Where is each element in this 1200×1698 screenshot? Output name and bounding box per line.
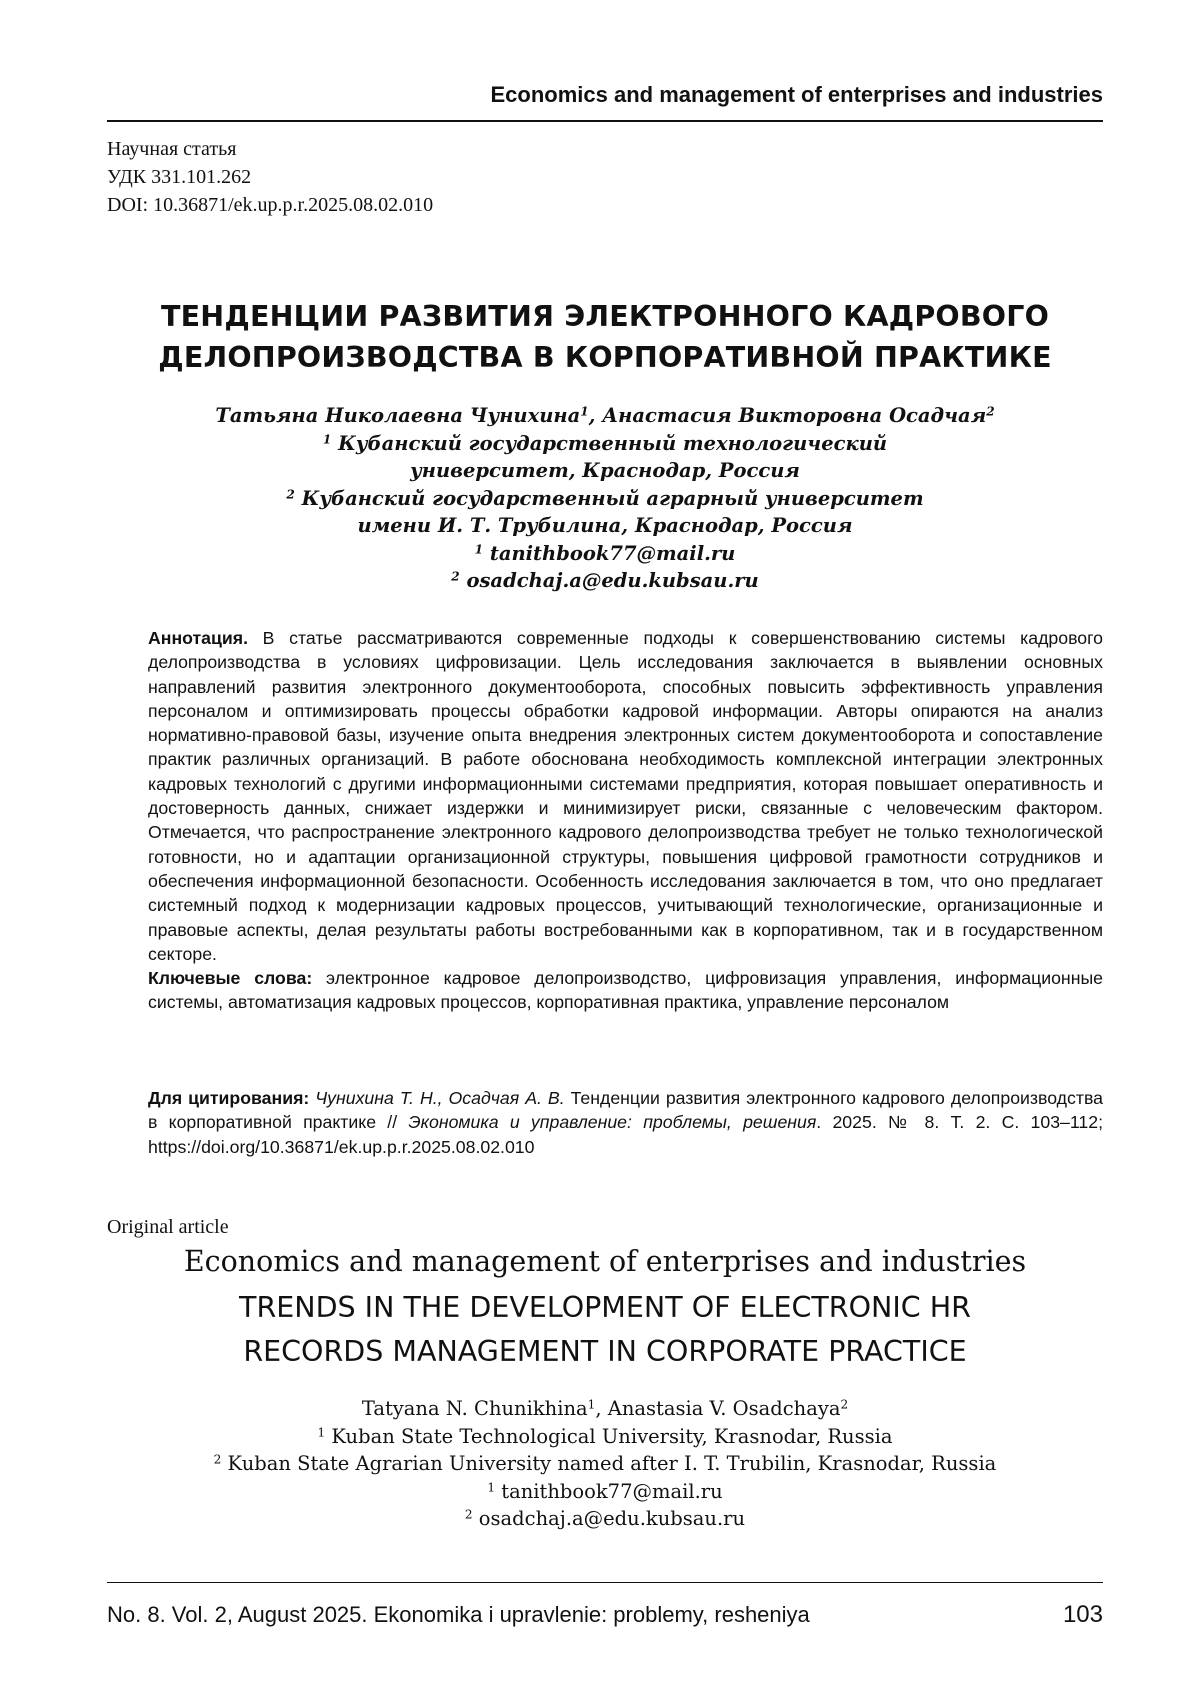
abstract-paragraph [148,626,1103,966]
citation-details: . 2025. № 8. Т. 2. С. 103–112; https://doi.org/10.36871/ek.up.p.r.2025.08.02.010 [148,1112,1103,1156]
title-en-line-1: TRENDS IN THE DEVELOPMENT OF ELECTRONIC HR [107,1286,1103,1330]
footer-rule [107,1582,1103,1583]
author-1-en: Tatyana N. Chunikhina [362,1397,588,1420]
abstract-text: В статье рассматриваются современные подходы к совершенствованию системы кадрового делопроизводства в условиях цифровизации. Цель исследования заключается в выявлении основных направлений развития электронного документооборота, способных повысить эффективность управления персоналом и оптимизировать процессы обработки кадровой информации. Авторы опираются на анализ нормативно-правовой базы, изучение опыта внедрения электронных систем документооборота и сопоставление практик различных организаций. В работе обоснована необходимость комплексной интеграции электронных кадровых технологий с другими информационными системами предприятия, которая повышает оперативность и достоверность данных, снижает издержки и минимизирует риски, связанные с человеческим фактором. Отмечается, что распространение электронного кадрового делопроизводства требует не только технологической готовности, но и адаптации организационной структуры, повышения цифровой грамотности сотрудников и обеспечения информационной безопасности. Особенность исследования заключается в том, что оно предлагает системный подход к модернизации кадровых процессов, учитывающий технологические, организационные и правовые аспекты, делая результаты работы востребованными как в корпоративном, так и в государственном секторе. [148,628,1103,964]
email-1-ru[interactable]: tanithbook77@mail.ru [483,542,735,565]
author-2-ru: Анастасия Викторовна Осадчая [602,404,986,427]
citation-title: Тенденции развития электронного кадрового делопроизводства в корпоративной практике // [148,1088,1103,1132]
authors-block-ru [107,402,1103,595]
author-1-ru-sup: 1 [580,404,588,418]
email-1-ru-sup: 1 [475,542,483,556]
article-title-en [107,1286,1103,1374]
email-1-ru-line [107,540,1103,568]
citation-block [148,1086,1103,1159]
email-1-en-line [107,1478,1103,1506]
affiliation-2-en-sup: 2 [214,1452,222,1466]
affiliation-2-en [107,1450,1103,1478]
affiliation-1-ru-line-2: университет, Краснодар, Россия [107,457,1103,485]
affiliation-2-ru-text: Кубанский государственный аграрный университет [295,487,924,510]
author-1-en-sup: 1 [588,1397,596,1411]
authors-en-line [107,1395,1103,1423]
email-2-en-line [107,1505,1103,1533]
email-2-ru[interactable]: osadchaj.a@edu.kubsau.ru [460,569,759,592]
affiliation-2-ru-line-2: имени И. Т. Трубилина, Краснодар, Россия [107,512,1103,540]
email-2-ru-line [107,567,1103,595]
email-2-en-sup: 2 [465,1507,473,1521]
header-rule [107,120,1103,122]
affiliation-2-ru-line-1 [107,485,1103,513]
email-1-en-sup: 1 [487,1480,495,1494]
affiliation-1-ru-sup: 1 [323,432,331,446]
title-ru-line-1: ТЕНДЕНЦИИ РАЗВИТИЯ ЭЛЕКТРОННОГО КАДРОВОГО [100,296,1110,337]
article-type: Научная статья [107,135,433,163]
keywords-label: Ключевые слова: [148,968,312,988]
keywords-text: электронное кадровое делопроизводство, цифровизация управления, информационные системы, автоматизация кадровых процессов, корпоративная практика, управление персоналом [148,968,1103,1012]
affiliation-2-en-text: Kuban State Agrarian University named after I. T. Trubilin, Krasnodar, Russia [221,1452,996,1475]
rubric-en: Economics and management of enterprises and industries [107,1240,1103,1284]
citation-journal: Экономика и управление: проблемы, решения [408,1112,816,1132]
abstract-label: Аннотация. [148,628,248,648]
udk-code: УДК 331.101.262 [107,163,433,191]
doi[interactable]: DOI: 10.36871/ek.up.p.r.2025.08.02.010 [107,191,433,219]
author-2-ru-sup: 2 [986,404,994,418]
authors-block-en [107,1395,1103,1533]
email-2-en[interactable]: osadchaj.a@edu.kubsau.ru [473,1507,745,1530]
affiliation-2-ru-sup: 2 [286,487,294,501]
affiliation-1-ru-text: Кубанский государственный технологический [331,432,887,455]
author-1-ru: Татьяна Николаевна Чунихина [215,404,580,427]
title-en-line-2: RECORDS MANAGEMENT IN CORPORATE PRACTICE [107,1330,1103,1374]
email-1-en[interactable]: tanithbook77@mail.ru [495,1480,723,1503]
footer-journal: No. 8. Vol. 2, August 2025. Ekonomika i upravlenie: problemy, resheniya [107,1598,810,1632]
authors-ru-line [107,402,1103,430]
keywords-paragraph [148,966,1103,1015]
author-separator-en: , [595,1397,607,1420]
page-footer [107,1598,1103,1632]
running-header: Economics and management of enterprises and industries [107,80,1103,110]
article-title-ru [100,296,1110,378]
affiliation-1-en-sup: 1 [318,1425,326,1439]
affiliation-1-en [107,1423,1103,1451]
affiliation-1-en-text: Kuban State Technological University, Krasnodar, Russia [325,1425,892,1448]
article-type-en: Original article [107,1213,229,1241]
page-number: 103 [1063,1598,1103,1632]
abstract-block [148,626,1103,1015]
citation-label: Для цитирования: [148,1088,309,1108]
affiliation-1-ru-line-1 [107,430,1103,458]
email-2-ru-sup: 2 [451,569,459,583]
article-meta [107,135,433,219]
author-2-en: Anastasia V. Osadchaya [608,1397,841,1420]
journal-page [0,0,1200,1698]
author-separator-ru: , [589,404,603,427]
citation-authors: Чунихина Т. Н., Осадчая А. В. [309,1088,564,1108]
author-2-en-sup: 2 [840,1397,848,1411]
title-ru-line-2: ДЕЛОПРОИЗВОДСТВА В КОРПОРАТИВНОЙ ПРАКТИКЕ [100,337,1110,378]
